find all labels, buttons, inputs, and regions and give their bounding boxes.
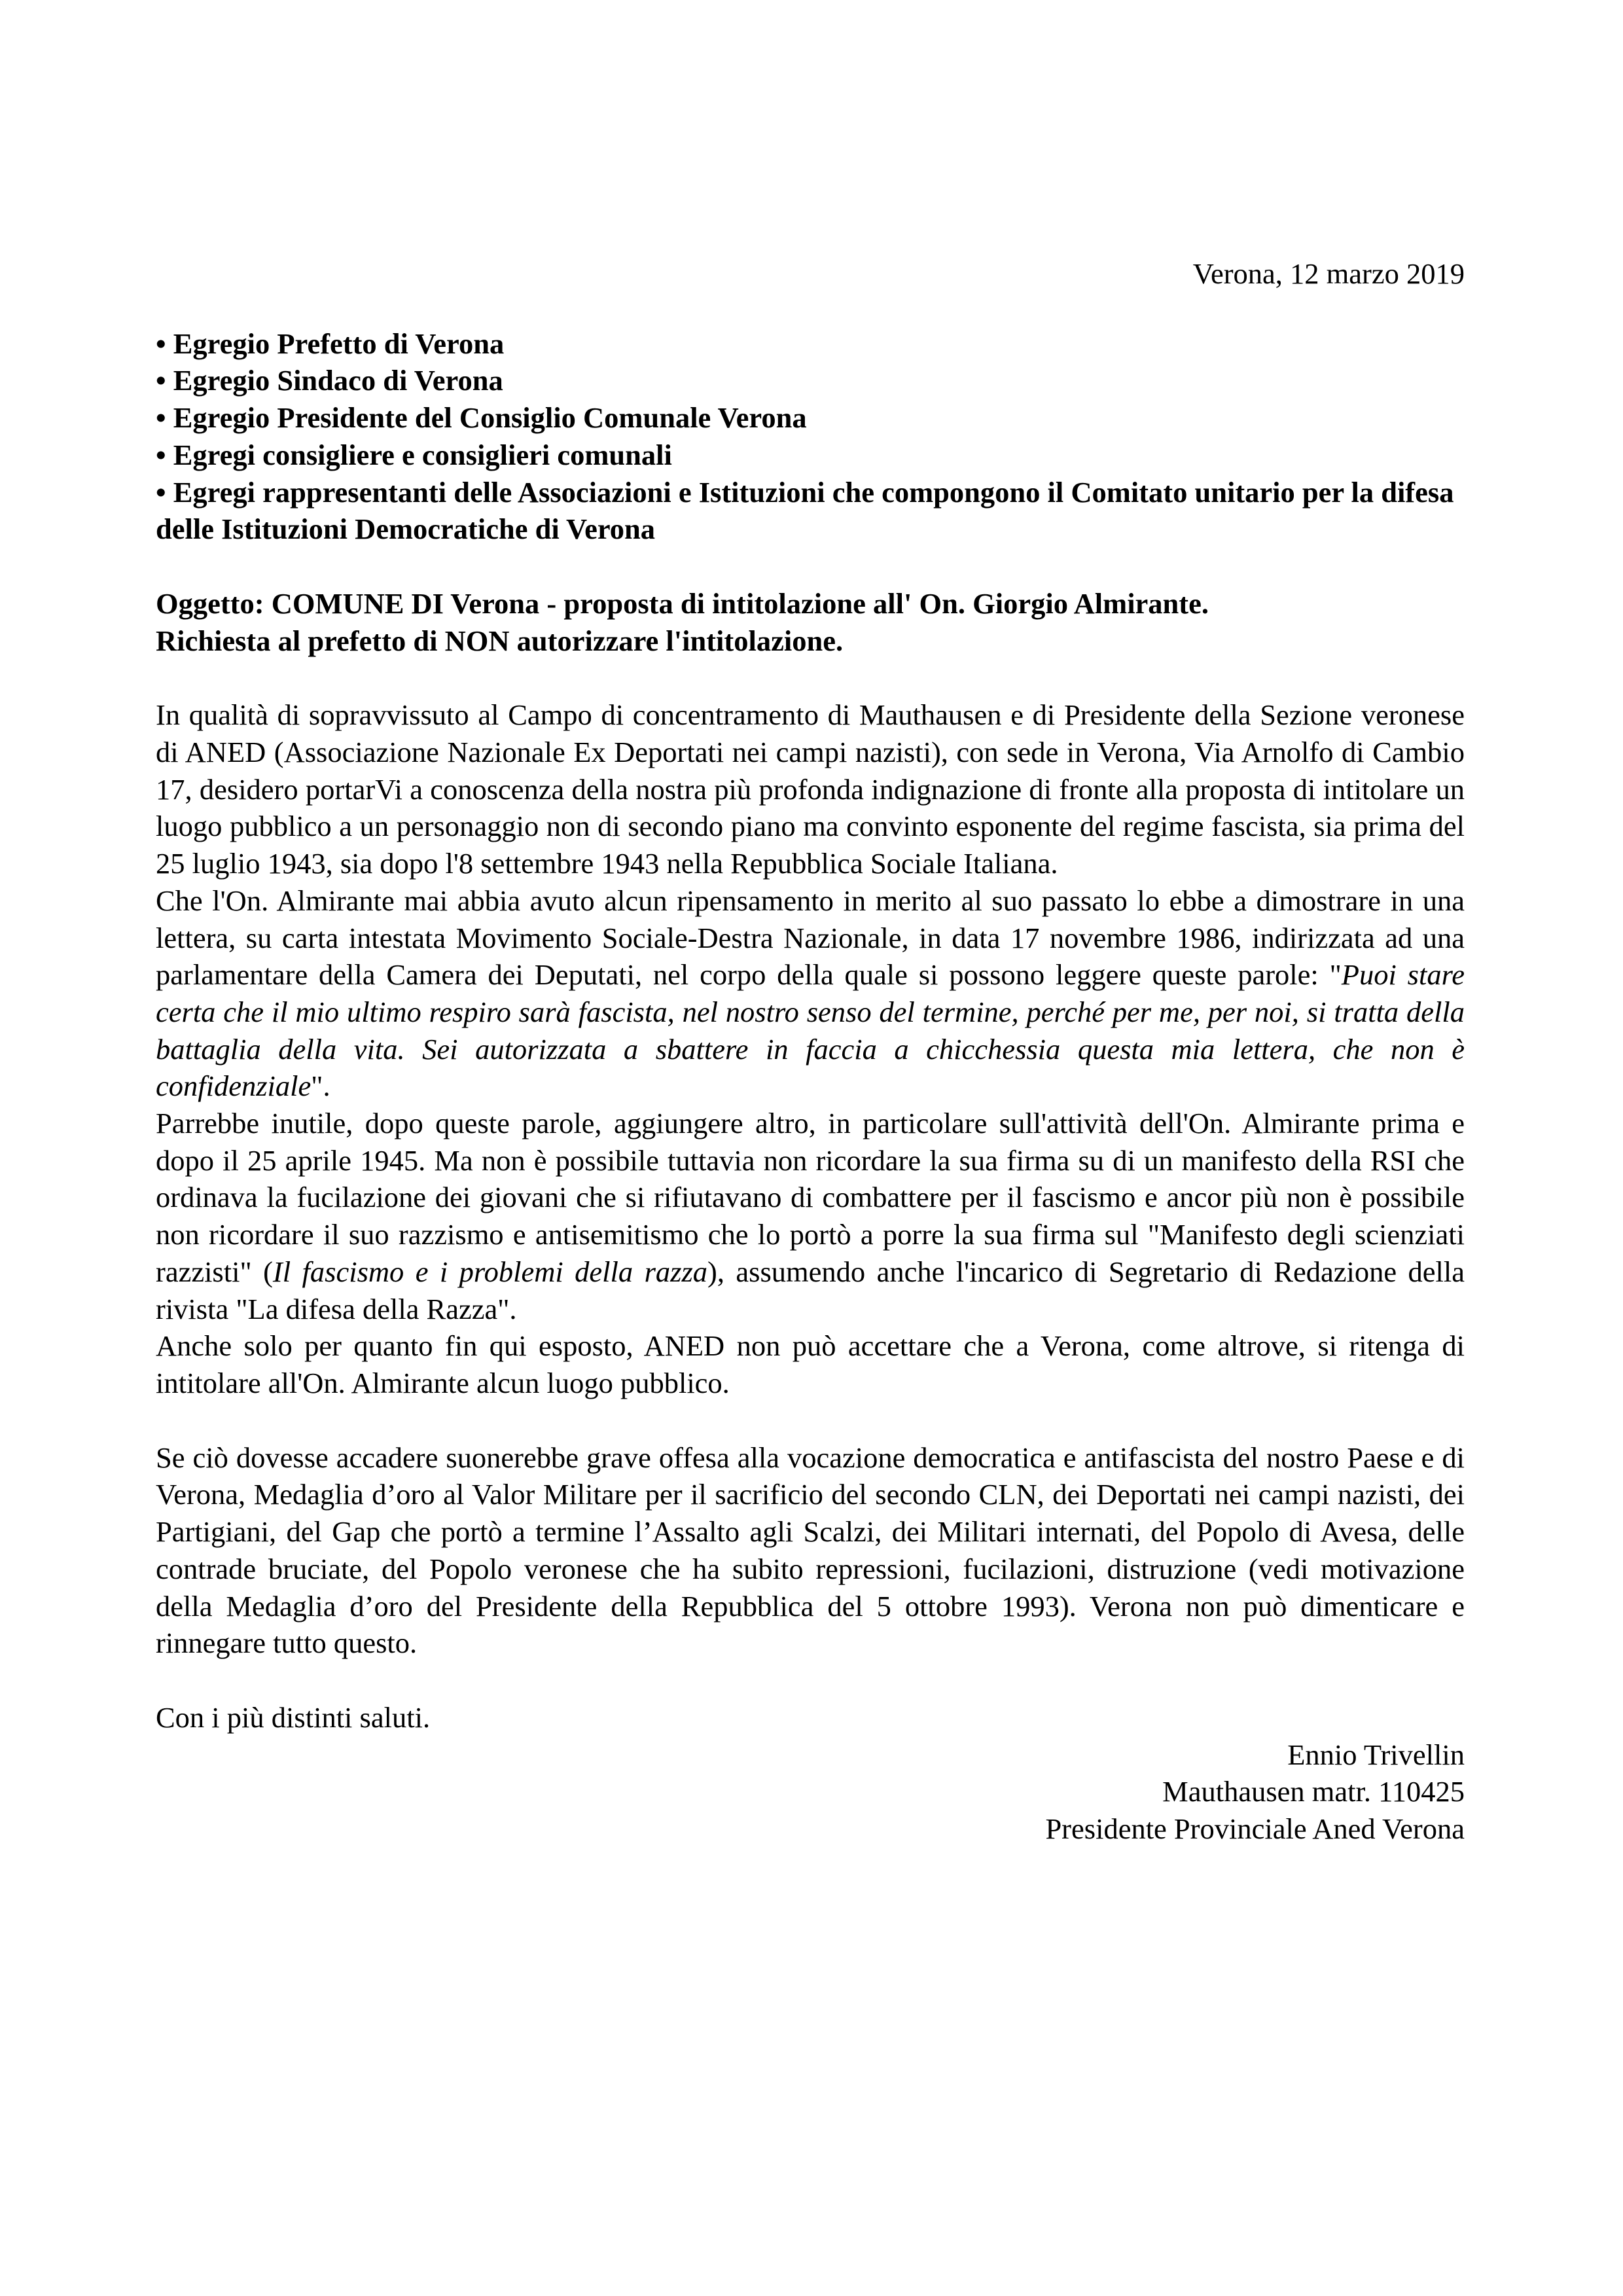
italic-title: Il fascismo e i problemi della razza <box>272 1255 708 1288</box>
body-paragraph: In qualità di sopravvissuto al Campo di concentramento di Mauthausen e di Presidente della Sezione veronese di ANED (Associazione Nazionale Ex Deportati nei campi nazisti), con sede in Verona, Via Arnolfo di Cambio 17, desidero portarVi a conoscenza della nostra più profonda indignazione di fronte alla proposta di intitolare un luogo pubblico a un personaggio non di secondo piano ma convinto esponente del regime fascista, sia prima del 25 luglio 1943, sia dopo l'8 settembre 1943 nella Repubblica Sociale Italiana. <box>156 698 1465 880</box>
recipient-line: • Egregio Prefetto di Verona <box>156 327 505 360</box>
recipient-list <box>156 325 1465 548</box>
recipient-line: • Egregi rappresentanti delle Associazioni e Istituzioni che compongono il Comitato unitario per la difesa delle Istituzioni Democratiche di Verona <box>156 475 1454 546</box>
recipient-line: • Egregio Presidente del Consiglio Comunale Verona <box>156 401 807 435</box>
signature-block <box>156 1736 1465 1848</box>
paragraph-text: Parrebbe inutile, dopo queste parole, aggiungere altro, in particolare sull'attività dell'On. Almirante prima e dopo il 25 aprile 1945. Ma non è possibile tuttavia non ricordare la sua firma su di un manifesto della RSI che ordinava la fucilazione dei giovani che si rifiutavano di combattere per il fascismo e ancor più non è possibile non ricordare il suo razzismo e antisemitismo che lo portò a porre la sua firma sul "Manifesto degli scienziati razzisti" ( <box>156 1107 1465 1288</box>
paragraph-gap <box>156 1402 1465 1439</box>
paragraph-text: ), assumendo anche l'incarico di Segretario di Redazione della rivista "La difesa della Razza". <box>156 1255 1465 1325</box>
paragraph-text: ". <box>311 1069 330 1103</box>
paragraph-text: Che l'On. Almirante mai abbia avuto alcun ripensamento in merito al suo passato lo ebbe a dimostrare in una lettera, su carta intestata Movimento Sociale-Destra Nazionale, in data 17 novembre 1986, indirizzata ad una parlamentare della Camera dei Deputati, nel corpo della quale si possono leggere queste parole: " <box>156 884 1465 992</box>
recipient-line: • Egregi consigliere e consiglieri comunali <box>156 438 672 471</box>
quoted-text: Puoi stare certa che il mio ultimo respiro sarà fascista, nel nostro senso del termine, perché per me, per noi, si tratta della battaglia della vita. Sei autorizzata a sbattere in faccia a chicchessia questa mia lettera, che non è confidenziale <box>156 958 1465 1103</box>
subject-line: Oggetto: COMUNE DI Verona - proposta di intitolazione all' On. Giorgio Almirante. <box>156 586 1209 620</box>
signer-role: Presidente Provinciale Aned Verona <box>1045 1812 1465 1846</box>
subject-line: Richiesta al prefetto di NON autorizzare l'intitolazione. <box>156 624 844 657</box>
letter-subject <box>156 585 1465 659</box>
signer-matricola: Mauthausen matr. 110425 <box>1162 1775 1465 1808</box>
body-paragraph-manifesto <box>156 1105 1465 1327</box>
closing-salutation: Con i più distinti saluti. <box>156 1700 431 1734</box>
body-paragraph: Se ciò dovesse accadere suonerebbe grave offesa alla vocazione democratica e antifascista del nostro Paese e di Verona, Medaglia d’oro al Valor Militare per il sacrificio del secondo CLN, dei Deportati nei campi nazisti, dei Partigiani, del Gap che portò a termine l’Assalto agli Scalzi, dei Militari internati, del Popolo di Avesa, delle contrade bruciate, del Popolo veronese che ha subito repressioni, fucilazioni, distruzione (vedi motivazione della Medaglia d’oro del Presidente della Repubblica del 5 ottobre 1993). Verona non può dimenticare e rinnegare tutto questo. <box>156 1441 1465 1660</box>
paragraph-gap <box>156 1662 1465 1699</box>
letter-body <box>156 255 1465 1848</box>
signer-name: Ennio Trivellin <box>1287 1738 1465 1771</box>
recipient-line: • Egregio Sindaco di Verona <box>156 364 503 397</box>
letter-date: Verona, 12 marzo 2019 <box>1192 257 1465 290</box>
body-paragraph-quote <box>156 882 1465 1105</box>
body-paragraph: Anche solo per quanto fin qui esposto, ANED non può accettare che a Verona, come altrove, si ritenga di intitolare all'On. Almirante alcun luogo pubblico. <box>156 1329 1465 1399</box>
